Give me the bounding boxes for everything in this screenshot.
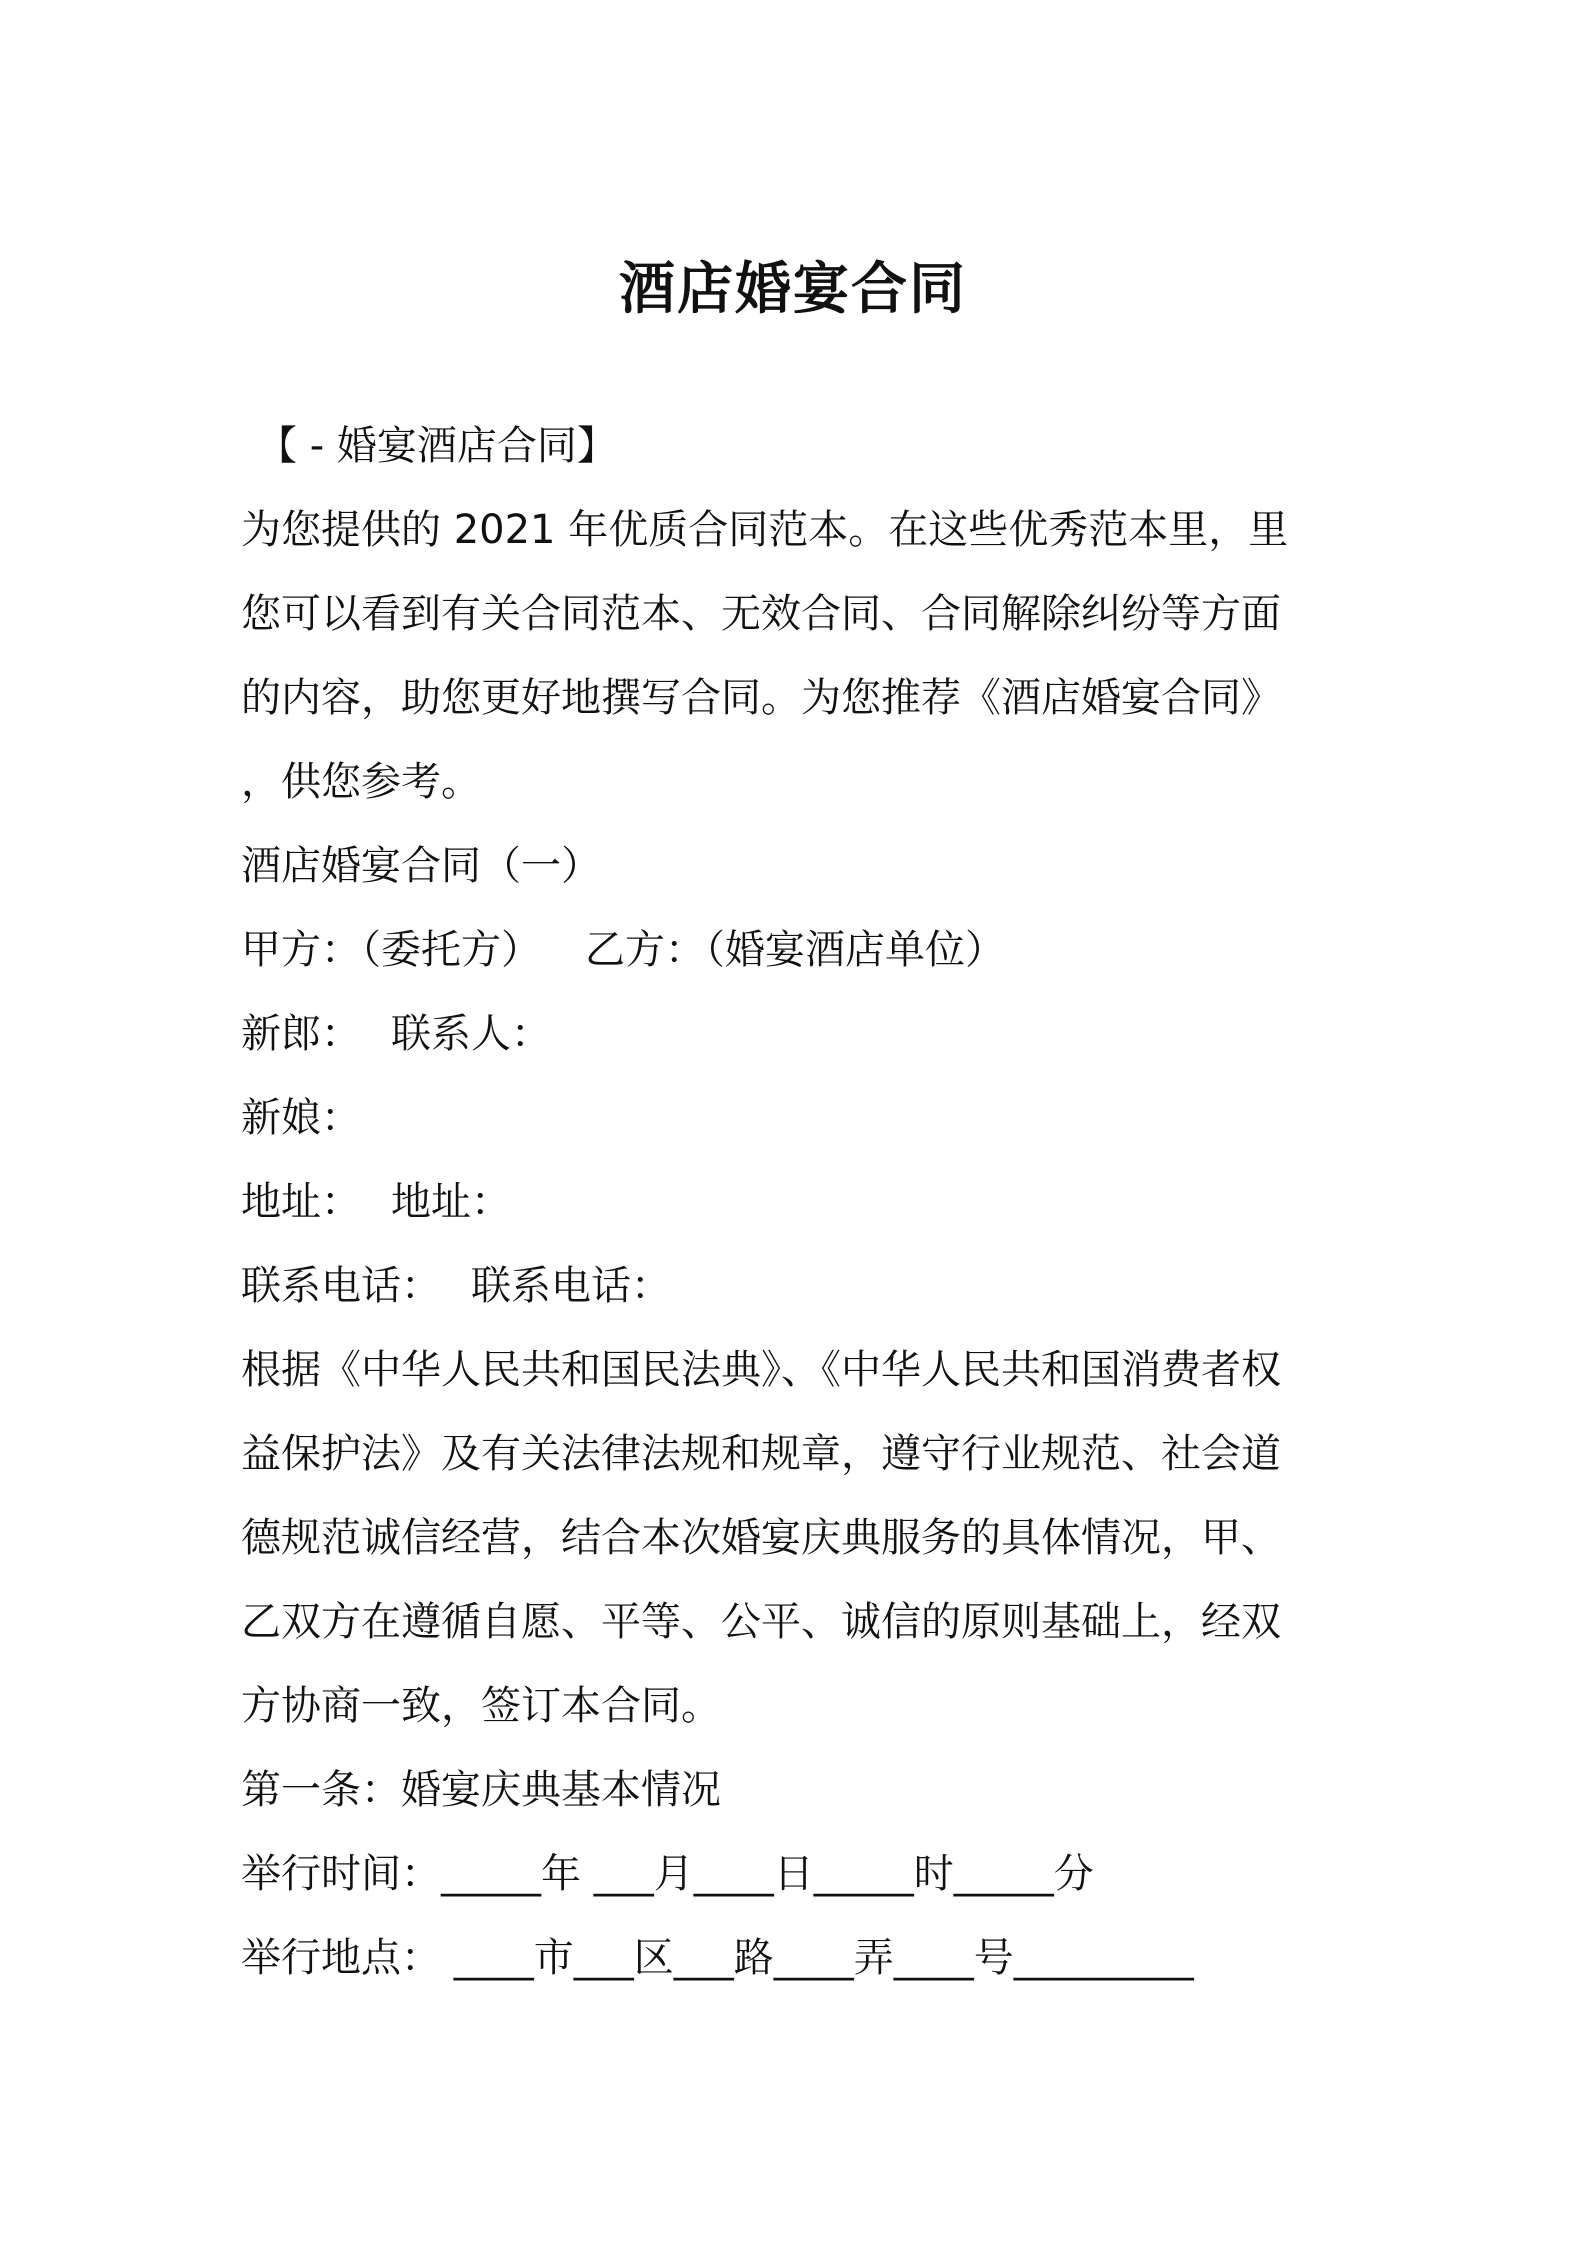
time-line: 举行时间：_____年 ___月____日_____时_____分: [241, 1851, 1094, 1897]
groom-label: 新郎：: [241, 1011, 361, 1057]
document-body: [241, 404, 1356, 2000]
basis-line-3: 德规范诚信经营，结合本次婚宴庆典服务的具体情况，甲、: [241, 1515, 1281, 1561]
section-title: 酒店婚宴合同（一）: [241, 843, 601, 889]
bride-line: 新娘：: [241, 1095, 361, 1141]
intro-line-4: ，供您参考。: [241, 759, 481, 805]
heading-line: 【 - 婚宴酒店合同】: [257, 423, 617, 469]
basis-line-1: 根据《中华人民共和国民法典》、《中华人民共和国消费者权: [241, 1347, 1281, 1393]
contact-person-label: 联系人：: [391, 1011, 551, 1057]
intro-line-3: 的内容，助您更好地撰写合同。为您推荐《酒店婚宴合同》: [241, 675, 1281, 721]
document-title: 酒店婚宴合同: [619, 257, 967, 322]
phone-line: [241, 1244, 1356, 1328]
place-line: 举行地点： ____市___区___路____弄____号_________: [241, 1935, 1194, 1981]
address-line: [241, 1160, 1356, 1244]
intro-line-2: 您可以看到有关合同范本、无效合同、合同解除纠纷等方面: [241, 591, 1281, 637]
party-a-label: 甲方：（委托方）: [241, 927, 541, 973]
address-left-label: 地址：: [241, 1179, 361, 1225]
basis-line-2: 益保护法》及有关法律法规和规章，遵守行业规范、社会道: [241, 1431, 1281, 1477]
article-one-title: 第一条：婚宴庆典基本情况: [241, 1767, 721, 1813]
basis-line-4: 乙双方在遵循自愿、平等、公平、诚信的原则基础上，经双: [241, 1599, 1281, 1645]
party-b-label: 乙方：（婚宴酒店单位）: [585, 927, 1005, 973]
groom-line: [241, 992, 1356, 1076]
phone-left-label: 联系电话：: [241, 1263, 441, 1309]
basis-line-5: 方协商一致，签订本合同。: [241, 1683, 721, 1729]
intro-line-1: 为您提供的 2021 年优质合同范本。在这些优秀范本里，里: [241, 507, 1289, 553]
parties-line: [241, 908, 1356, 992]
address-right-label: 地址：: [391, 1179, 511, 1225]
phone-right-label: 联系电话：: [471, 1263, 671, 1309]
